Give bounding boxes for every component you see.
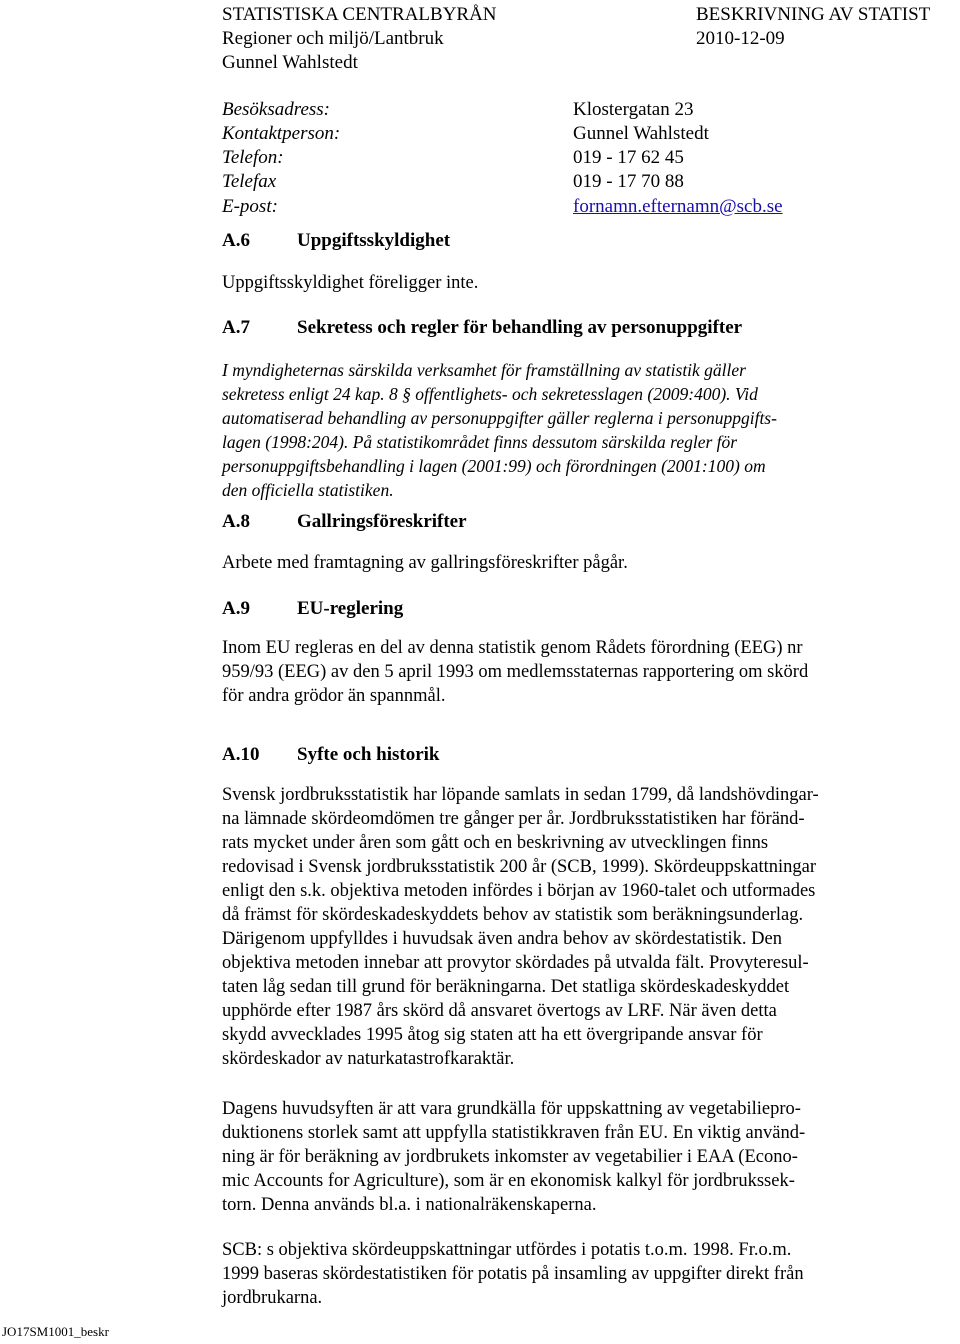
header-doc-type: BESKRIVNING AV STATIST — [696, 4, 931, 25]
header-date: 2010-12-09 — [696, 28, 785, 49]
text-line: skördeskador av naturkatastrofkaraktär. — [222, 1049, 515, 1069]
text-line: taten låg sedan till grund för beräkningarna. Det statliga skördeskadeskyddet — [222, 977, 790, 997]
contact-label-address: Besöksadress: — [222, 99, 330, 120]
section-title: Syfte och historik — [297, 744, 440, 765]
text-line: Svensk jordbruksstatistik har löpande samlats in sedan 1799, då landshövdingar- — [222, 785, 819, 805]
section-title: Gallringsföreskrifter — [297, 511, 467, 532]
contact-value-person: Gunnel Wahlstedt — [573, 123, 709, 144]
text-line: jordbrukarna. — [222, 1288, 323, 1308]
contact-value-fax: 019 - 17 70 88 — [573, 171, 684, 192]
text-line: personuppgiftsbehandling i lagen (2001:99) och förordningen (2001:100) om — [222, 456, 766, 476]
text-line: den officiella statistiken. — [222, 480, 394, 500]
contact-value-address: Klostergatan 23 — [573, 99, 694, 120]
section-text-a9 — [222, 636, 808, 708]
section-number: A.8 — [222, 511, 250, 532]
text-line: Därigenom uppfylldes i huvudsak även andra behov av skördestatistik. Den — [222, 929, 783, 949]
contact-label-fax: Telefax — [222, 171, 277, 192]
text-line: redovisad i Svensk jordbruksstatistik 200 år (SCB, 1999). Skördeuppskattningar — [222, 857, 817, 877]
text-line: då främst för skördeskadeskyddets behov av statistik som beräkningsunderlag. — [222, 905, 804, 925]
contact-value-phone: 019 - 17 62 45 — [573, 147, 684, 168]
text-line: Inom EU regleras en del av denna statistik genom Rådets förordning (EEG) nr — [222, 638, 803, 658]
text-line: sekretess enligt 24 kap. 8 § offentlighets- och sekretesslagen (2009:400). Vid — [222, 384, 758, 404]
section-text-a10-p3 — [222, 1238, 804, 1310]
section-number: A.9 — [222, 598, 250, 619]
section-text-a7 — [222, 358, 777, 502]
text-line: Dagens huvudsyften är att vara grundkälla för uppskattning av vegetabiliepro- — [222, 1099, 801, 1119]
header-author: Gunnel Wahlstedt — [222, 52, 358, 73]
text-line: na lämnade skördeomdömen tre gånger per år. Jordbruksstatistiken har föränd- — [222, 809, 805, 829]
section-text-a6 — [222, 271, 478, 295]
section-text-a10-p1 — [222, 783, 819, 1071]
section-title: Uppgiftsskyldighet — [297, 230, 451, 251]
section-number: A.6 — [222, 230, 250, 251]
section-number: A.10 — [222, 744, 260, 765]
text-line: Uppgiftsskyldighet föreligger inte. — [222, 273, 479, 293]
section-title: EU-reglering — [297, 598, 404, 619]
text-line: mic Accounts for Agriculture), som är en ekonomisk kalkyl för jordbrukssek- — [222, 1171, 795, 1191]
text-line: skydd avvecklades 1995 åtog sig staten att ha ett övergripande ansvar för — [222, 1025, 763, 1045]
section-number: A.7 — [222, 317, 250, 338]
text-line: 1999 baseras skördestatistiken för potatis på insamling av uppgifter direkt från — [222, 1264, 804, 1284]
text-line: torn. Denna används bl.a. i nationalräkenskaperna. — [222, 1195, 597, 1215]
section-text-a8 — [222, 551, 628, 575]
text-line: Arbete med framtagning av gallringsföreskrifter pågår. — [222, 553, 628, 573]
section-text-a10-p2 — [222, 1097, 805, 1217]
text-line: automatiserad behandling av personuppgifter gäller reglerna i personuppgifts- — [222, 408, 777, 428]
text-line: upphörde efter 1987 års skörd då ansvaret övertogs av LRF. När även detta — [222, 1001, 777, 1021]
text-line: enligt den s.k. objektiva metoden infördes i början av 1960-talet och utformades — [222, 881, 816, 901]
contact-email-link[interactable]: fornamn.efternamn@scb.se — [573, 196, 783, 217]
section-title: Sekretess och regler för behandling av personuppgifter — [297, 317, 743, 338]
text-line: 959/93 (EEG) av den 5 april 1993 om medlemsstaternas rapportering om skörd — [222, 662, 809, 682]
text-line: för andra grödor än spannmål. — [222, 686, 446, 706]
text-line: ning är för beräkning av jordbrukets inkomster av vegetabilier i EAA (Econo- — [222, 1147, 798, 1167]
text-line: lagen (1998:204). På statistikområdet finns dessutom särskilda regler för — [222, 432, 738, 452]
header-unit: Regioner och miljö/Lantbruk — [222, 28, 444, 49]
contact-label-phone: Telefon: — [222, 147, 284, 168]
contact-label-email: E-post: — [222, 196, 278, 217]
header-org: STATISTISKA CENTRALBYRÅN — [222, 4, 497, 25]
text-line: SCB: s objektiva skördeuppskattningar utfördes i potatis t.o.m. 1998. Fr.o.m. — [222, 1240, 792, 1260]
footer-doc-code: JO17SM1001_beskr — [2, 1324, 109, 1339]
text-line: rats mycket under åren som gått och en beskrivning av utvecklingen finns — [222, 833, 769, 853]
contact-label-person: Kontaktperson: — [222, 123, 341, 144]
text-line: I myndigheternas särskilda verksamhet för framställning av statistik gäller — [222, 360, 746, 380]
text-line: duktionens storlek samt att uppfylla statistikkraven från EU. En viktig använd- — [222, 1123, 806, 1143]
text-line: objektiva metoden innebar att provytor skördades på utvalda fält. Provyteresul- — [222, 953, 809, 973]
